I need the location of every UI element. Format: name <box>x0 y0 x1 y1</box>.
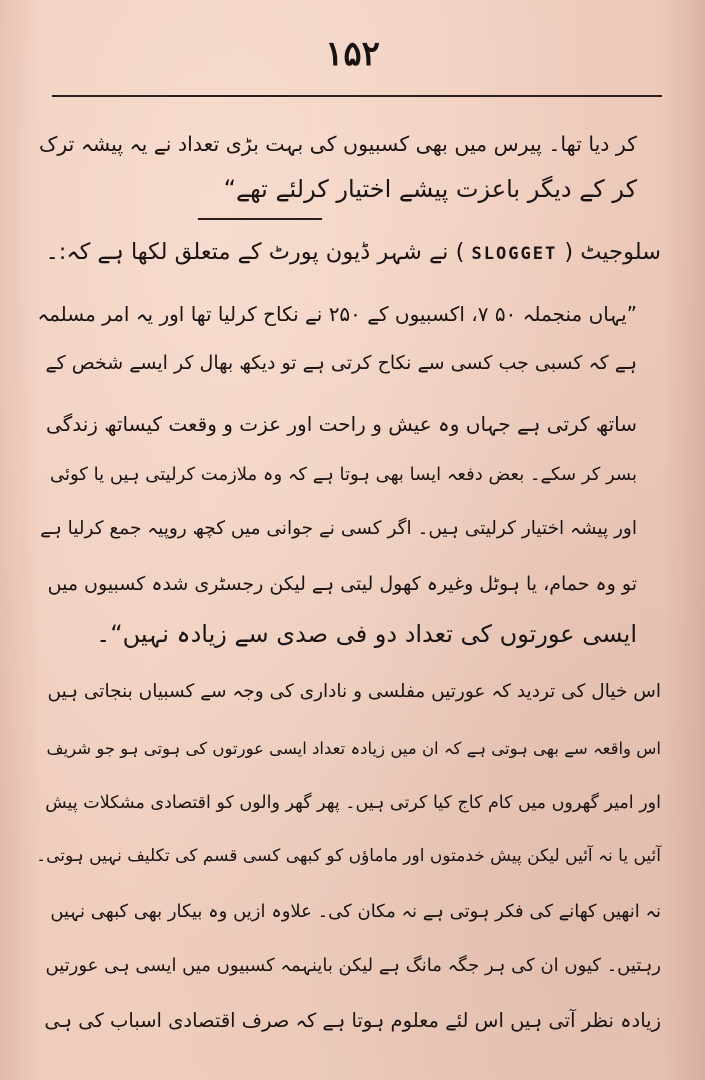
text-line: اور پیشہ اختیار کرلیتی ہیں۔ اگر کسی نے جوانی میں کچھ روپیہ جمع کرلیا ہے <box>40 518 637 539</box>
text-line: ”یہاں منجملہ ۵۰ ۷، اکسبیوں کے ۲۵۰ نے نکاح کرلیا تھا اور یہ امر مسلمہ <box>37 302 637 326</box>
text-line: نہ انھیں کھانے کی فکر ہوتی ہے نہ مکان کی۔ علاوہ ازیں وہ بیکار بھی کبھی نہیں <box>50 901 661 922</box>
text-line: ہے کہ کسبی جب کسی سے نکاح کرتی ہے تو دیکھ بھال کر ایسے شخص کے <box>45 352 637 374</box>
text-line: ایسی عورتوں کی تعداد دو فی صدی سے زیادہ نہیں“۔ <box>96 620 637 648</box>
text-line: اور امیر گھروں میں کام کاج کیا کرتی ہیں۔ پھر گھر والوں کو اقتصادی مشکلات پیش <box>45 793 661 813</box>
text-line: کر کے دیگر باعزت پیشے اختیار کرلئے تھے“ <box>223 175 637 203</box>
latin-name: SLOGGET <box>471 244 558 264</box>
header-rule <box>52 95 662 97</box>
text-line: اس واقعہ سے بھی ہوتی ہے کہ ان میں زیادہ تعداد ایسی عورتوں کی ہوتی ہو جو شریف <box>46 739 661 758</box>
text-line: تو وہ حمام، یا ہوٹل وغیرہ کھول لیتی ہے لیکن رجسٹری شدہ کسبیوں میں <box>47 573 637 595</box>
page-number: ۱۵۲ <box>325 34 380 74</box>
text-segment: سلوجیٹ ( <box>564 239 661 265</box>
text-line: اس خیال کی تردید کہ عورتیں مفلسی و ناداری کی وجہ سے کسبیاں بنجاتی ہیں <box>47 681 661 702</box>
text-line-with-latin <box>46 236 661 270</box>
text-line: زیادہ نظر آتی ہیں اس لئے معلوم ہوتا ہے کہ صرف اقتصادی اسباب کی ہی <box>44 1009 661 1032</box>
text-line: کر دیا تھا۔ پیرس میں بھی کسبیوں کی بہت بڑی تعداد نے یہ پیشہ ترک <box>38 132 637 156</box>
text-segment: ) نے شہر ڈیون پورٹ کے متعلق لکھا ہے کہ:۔ <box>45 239 465 265</box>
text-line: آئیں یا نہ آئیں لیکن پیش خدمتوں اور ماماؤں کو کبھی کسی قسم کی تکلیف نہیں ہوتی۔ <box>36 846 661 866</box>
text-line: بسر کر سکے۔ بعض دفعہ ایسا بھی ہوتا ہے کہ وہ ملازمت کرلیتی ہیں یا کوئی <box>50 464 637 485</box>
text-line: رہتیں۔ کیوں ان کی ہر جگہ مانگ ہے لیکن باینہمہ کسبیوں میں ایسی ہی عورتیں <box>45 955 661 976</box>
underline-mark <box>198 218 322 220</box>
text-line: ساتھ کرتی ہے جہاں وہ عیش و راحت اور عزت و وقعت کیساتھ زندگی <box>46 412 637 436</box>
